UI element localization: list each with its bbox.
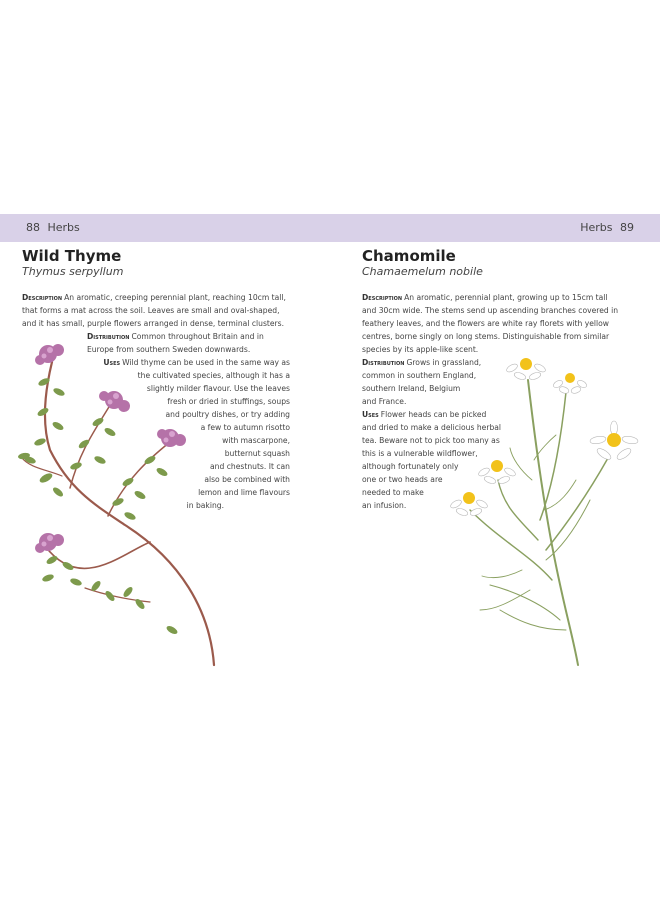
- left-section-name: Herbs: [47, 221, 80, 234]
- right-latin-name: Chamaemelum nobile: [362, 265, 483, 278]
- right-text-line: an infusion.: [362, 501, 407, 510]
- left-text-line: also be combined with: [204, 475, 290, 484]
- left-text-line: a few to autumn risotto: [200, 423, 290, 432]
- right-text-line: and dried to make a delicious herbal: [362, 423, 502, 432]
- right-text-line: Uses Flower heads can be picked: [362, 410, 487, 419]
- left-text-line: in baking.: [186, 501, 224, 510]
- left-page-number: 88: [26, 221, 40, 234]
- right-page-title: Chamomile: [362, 247, 456, 265]
- left-text-line: Distribution Common throughout Britain and in: [87, 332, 264, 341]
- right-text-line: one or two heads are: [362, 475, 443, 484]
- header-band: [0, 214, 660, 242]
- left-text-line: Description An aromatic, creeping perennial plant, reaching 10cm tall,: [22, 293, 286, 302]
- left-text-line: the cultivated species, although it has a: [137, 371, 290, 380]
- left-text-line: and chestnuts. It can: [210, 462, 290, 471]
- right-text-line: Description An aromatic, perennial plant, growing up to 15cm tall: [362, 293, 608, 302]
- left-text-line: with mascarpone,: [222, 436, 290, 445]
- right-text-line: feathery leaves, and the flowers are white ray florets with yellow: [362, 319, 610, 328]
- right-text-line: centres, borne singly on long stems. Distinguishable from similar: [362, 332, 610, 341]
- right-text-line: although fortunately only: [362, 462, 459, 471]
- left-folio: [22, 221, 80, 234]
- right-text-line: tea. Beware not to pick too many as: [362, 436, 500, 445]
- left-text-line: Uses Wild thyme can be used in the same way as: [103, 358, 290, 367]
- right-folio: [580, 221, 638, 234]
- left-text-line: fresh or dried in stuffings, soups: [167, 397, 290, 406]
- left-text-line: slightly milder flavour. Use the leaves: [146, 384, 290, 393]
- chamomile-illustration: [440, 340, 650, 670]
- right-text-line: Distribution Grows in grassland,: [362, 358, 482, 367]
- right-text-line: species by its apple-like scent.: [362, 345, 479, 354]
- right-text-line: common in southern England,: [362, 371, 477, 380]
- left-latin-name: Thymus serpyllum: [22, 265, 124, 278]
- right-text-line: and 30cm wide. The stems send up ascending branches covered in: [362, 306, 619, 315]
- left-text-line: lemon and lime flavours: [198, 488, 290, 497]
- right-section-name: Herbs: [580, 221, 613, 234]
- wild-thyme-illustration: [0, 330, 240, 675]
- left-text-line: Europe from southern Sweden downwards.: [87, 345, 251, 354]
- left-text-line: that forms a mat across the soil. Leaves are small and oval-shaped,: [22, 306, 280, 315]
- right-text-line: southern Ireland, Belgium: [362, 384, 461, 393]
- right-text-line: and France.: [362, 397, 407, 406]
- right-text-line: this is a vulnerable wildflower,: [362, 449, 478, 458]
- right-text-line: needed to make: [362, 488, 424, 497]
- left-text-line: butternut squash: [224, 449, 290, 458]
- left-page-title: Wild Thyme: [22, 247, 122, 265]
- left-text-line: and it has small, purple flowers arranged in dense, terminal clusters.: [22, 319, 285, 328]
- left-text-line: and poultry dishes, or try adding: [165, 410, 290, 419]
- right-page-number: 89: [620, 221, 634, 234]
